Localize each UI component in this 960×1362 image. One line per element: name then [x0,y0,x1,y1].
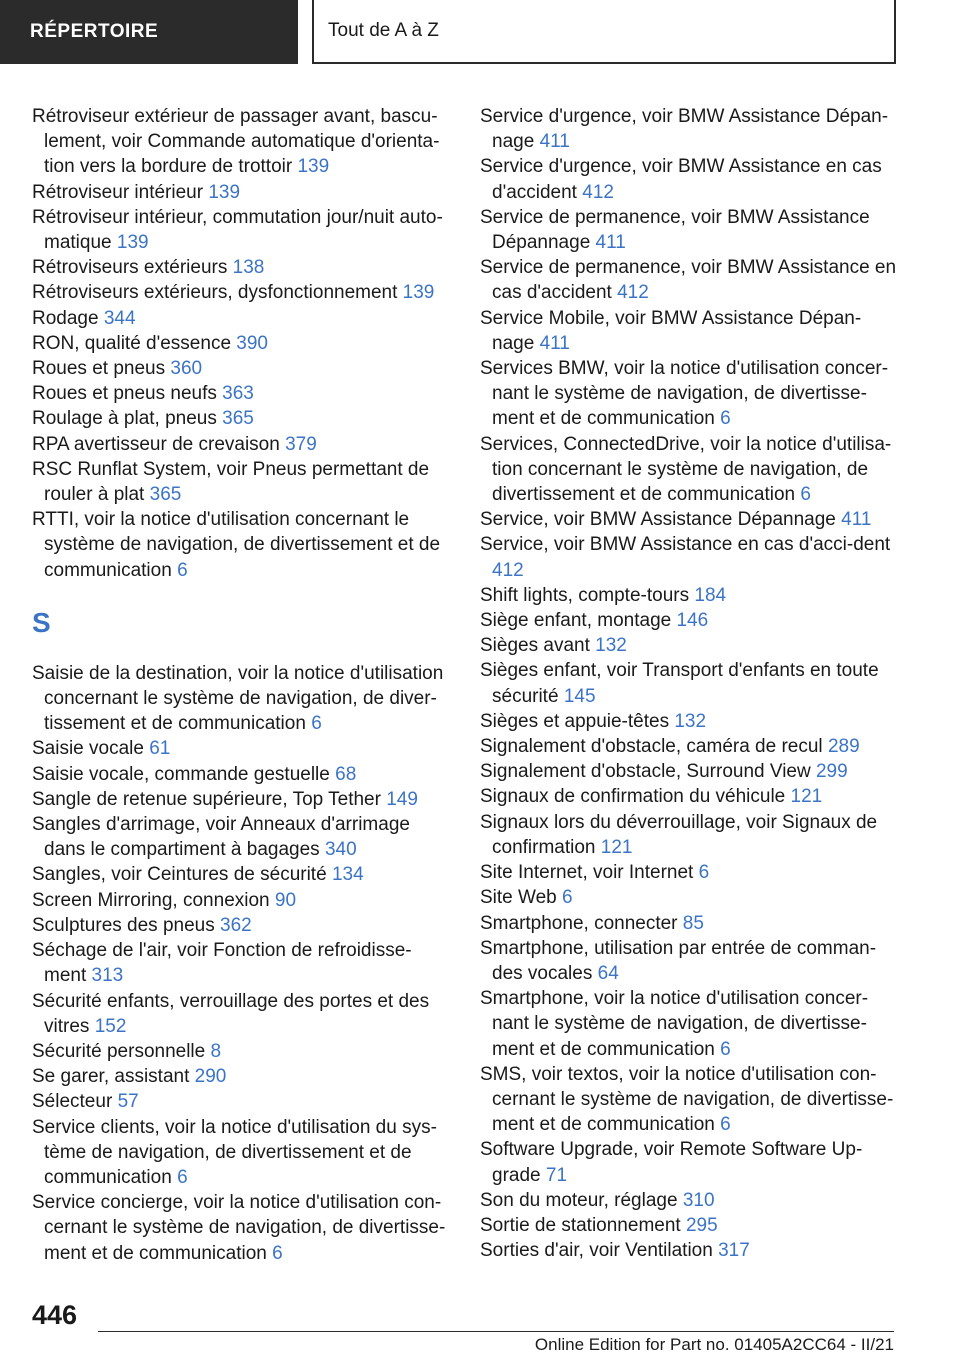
edition-note: Online Edition for Part no. 01405A2CC64 - II/21 [534,1335,894,1354]
page-reference-link[interactable]: 6 [562,887,573,909]
index-entry [32,736,446,761]
index-group-s [32,661,446,1266]
index-entry [32,507,446,583]
index-entry [480,911,900,936]
footer-divider [98,1331,894,1332]
index-entry [32,306,446,331]
page-reference-link[interactable]: 412 [492,559,524,581]
index-entry [32,762,446,787]
index-entry [32,862,446,887]
index-term: Sangle de retenue supérieure, Top Tether [32,788,381,810]
index-term: Sangles, voir Ceintures de sécurité [32,864,327,886]
index-term: Service de permanence, voir BMW Assistance Dépannage [480,206,870,254]
page-reference-link[interactable]: 184 [694,584,727,606]
index-term: RSC Runflat System, voir Pneus permettant de rouler à plat [32,458,430,506]
page-reference-link[interactable]: 85 [682,912,704,934]
index-entry [32,381,446,406]
index-entry [32,888,446,913]
page-reference-link[interactable]: 411 [595,232,626,254]
index-term: Siège enfant, montage [480,610,672,632]
index-term: Smartphone, connecter [480,912,678,934]
section-letter: S [32,606,51,638]
index-term: RTTI, voir la notice d'utilisation concernant le système de navigation, de divertissement et de communication [32,509,441,581]
index-entry [480,986,900,1062]
page-reference-link[interactable]: 295 [685,1214,718,1236]
page-reference-link[interactable]: 6 [720,1038,731,1060]
page-reference-link[interactable]: 71 [545,1164,568,1186]
index-term: Séchage de l'air, voir Fonction de refroidisse-ment [32,940,412,987]
index-term: Rodage [32,307,99,329]
page-reference-link[interactable]: 6 [177,559,188,581]
index-entry [480,885,900,910]
index-entry [480,759,900,784]
index-term: Service d'urgence, voir BMW Assistance Dépan-nage [480,106,889,153]
page-reference-link[interactable]: 290 [194,1066,227,1088]
index-term: Signalement d'obstacle, caméra de recul [480,736,823,758]
page-reference-link[interactable]: 8 [210,1040,222,1062]
index-entry [32,104,446,180]
index-term: Software Upgrade, voir Remote Software Up-grade [480,1139,863,1186]
index-term: Sécurité enfants, verrouillage des portes et des vitres [32,990,430,1037]
index-term: Sièges avant [480,635,590,657]
page-reference-link[interactable]: 412 [582,181,614,203]
page-reference-link[interactable]: 138 [232,257,265,279]
index-entry [32,280,446,305]
index-term: Saisie vocale, commande gestuelle [32,763,330,785]
index-term: Smartphone, utilisation par entrée de comman-des vocales [480,937,877,984]
index-entry [480,154,900,204]
page-reference-link[interactable]: 149 [386,788,418,810]
index-entry [480,432,900,508]
page-reference-link[interactable]: 313 [91,965,124,987]
index-entry [32,913,446,938]
index-term: SMS, voir textos, voir la notice d'utilisation con-cernant le système de navigation, de divertisse-ment et de communication [480,1063,894,1136]
index-term: Sièges enfant, voir Transport d'enfants en toute sécurité [480,660,879,707]
page-reference-link[interactable]: 317 [718,1240,750,1262]
index-term: Signaux de confirmation du véhicule [480,786,786,808]
page-number: 446 [32,1300,78,1330]
page-reference-link[interactable]: 289 [827,736,860,758]
index-entry [32,432,446,457]
index-term: Service d'urgence, voir BMW Assistance en cas d'accident [480,156,882,203]
index-entry [32,938,446,988]
index-term: Sélecteur [32,1091,113,1113]
index-entry [32,787,446,812]
index-entry [480,633,900,658]
index-term: RON, qualité d'essence [32,332,232,354]
page-reference-link[interactable]: 57 [117,1091,139,1113]
index-term: Roulage à plat, pneus [32,408,217,430]
index-term: Service Mobile, voir BMW Assistance Dépan-nage [480,307,862,354]
chapter-title: Tout de A à Z [312,0,896,64]
page-header [0,0,960,66]
index-term: Sécurité personnelle [32,1040,206,1062]
index-entry [480,306,900,356]
page-reference-link[interactable]: 411 [841,509,872,531]
index-term: Sièges et appuie-têtes [480,710,670,732]
index-term: Service concierge, voir la notice d'utilisation con-cernant le système de navigation, de divertisse-ment et de communication [32,1192,446,1264]
index-entry [480,860,900,885]
index-entry [480,583,900,608]
index-entry [480,784,900,809]
page-reference-link[interactable]: 362 [220,914,252,936]
page-reference-link[interactable]: 6 [720,1114,731,1136]
page-reference-link[interactable]: 390 [236,332,268,354]
index-entry [32,205,446,255]
index-term: Shift lights, compte-tours [480,584,690,606]
index-entry [32,1064,446,1089]
index-term: Rétroviseur intérieur [32,181,204,203]
index-entry [480,608,900,633]
index-entry [480,1137,900,1187]
page-reference-link[interactable]: 134 [331,864,364,886]
page-reference-link[interactable]: 121 [600,836,633,858]
index-term: Site Web [480,887,557,909]
index-column-left [32,104,446,1266]
index-term: Roues et pneus neufs [32,383,217,405]
page-reference-link[interactable]: 121 [790,786,823,808]
index-entry [480,1213,900,1238]
index-entry [32,356,446,381]
page-reference-link[interactable]: 6 [272,1242,283,1264]
index-term: Se garer, assistant [32,1066,190,1088]
index-entry [32,661,446,737]
index-entry [480,810,900,860]
index-term: Rétroviseurs extérieurs, dysfonctionnement [32,282,398,304]
page-reference-link[interactable]: 146 [676,610,709,632]
index-entry [32,989,446,1039]
page-reference-link[interactable]: 365 [222,408,254,430]
page-reference-link[interactable]: 68 [335,763,357,785]
index-term: Services BMW, voir la notice d'utilisation concer-nant le système de navigation, de divertisse-ment et de communication [480,358,889,430]
index-term: Son du moteur, réglage [480,1189,678,1211]
index-entry [32,812,446,862]
index-term: Service clients, voir la notice d'utilisation du sys-tème de navigation, de divertissement et de communication [32,1116,437,1188]
page-reference-link[interactable]: 411 [539,332,570,354]
index-term: Saisie de la destination, voir la notice d'utilisation concernant le système de navigation, de diver-tissement et de communication [32,662,444,735]
index-term: Rétroviseur extérieur de passager avant, bascu-lement, voir Commande automatique d'orienta-tion vers la bordure de trottoir [32,106,440,178]
page-reference-link[interactable]: 411 [539,131,570,153]
page-reference-link[interactable]: 299 [815,761,848,783]
page-reference-link[interactable]: 340 [324,839,357,861]
index-entry [480,936,900,986]
index-term: Services, ConnectedDrive, voir la notice d'utilisa-tion concernant le système de navigation, de divertissement et de communication [480,433,892,506]
index-entry [480,255,900,305]
index-entry [480,532,900,582]
index-term: Sculptures des pneus [32,914,215,936]
index-entry [480,1062,900,1138]
page-reference-link[interactable]: 61 [149,738,171,760]
index-term: Rétroviseur intérieur, commutation jour/nuit auto-matique [32,206,443,254]
index-term: Sorties d'air, voir Ventilation [480,1240,713,1262]
index-entry [32,255,446,280]
page-reference-link[interactable]: 6 [800,484,811,506]
index-term: Service, voir BMW Assistance Dépannage [480,509,836,531]
section-tab: RÉPERTOIRE [0,0,298,64]
index-entry [480,734,900,759]
index-term: Roues et pneus [32,358,166,380]
index-column-right [480,104,900,1263]
page-reference-link[interactable]: 379 [285,433,317,455]
index-entry [480,205,900,255]
index-entry [32,1039,446,1064]
index-entry [480,507,900,532]
page-reference-link[interactable]: 64 [597,962,619,984]
index-term: Signalement d'obstacle, Surround View [480,761,811,783]
page-reference-link[interactable]: 6 [177,1166,188,1188]
page-reference-link[interactable]: 139 [402,282,435,304]
page-reference-link[interactable]: 363 [222,383,254,405]
index-entry [32,1115,446,1191]
index-term: Rétroviseurs extérieurs [32,257,228,279]
index-entry [32,331,446,356]
index-entry [480,709,900,734]
index-entry [32,457,446,507]
page-reference-link[interactable]: 132 [595,635,627,657]
index-entry [32,406,446,431]
page-reference-link[interactable]: 360 [170,358,203,380]
index-term: RPA avertisseur de crevaison [32,433,280,455]
page-reference-link[interactable]: 139 [208,181,241,203]
page-reference-link[interactable]: 6 [311,713,322,735]
page-reference-link[interactable]: 310 [682,1189,715,1211]
page-reference-link[interactable]: 90 [274,889,297,911]
index-entry [480,104,900,154]
index-entry [480,1238,900,1263]
page-reference-link[interactable]: 145 [563,685,596,707]
index-term: Service de permanence, voir BMW Assistance en cas d'accident [480,257,897,304]
page-reference-link[interactable]: 152 [94,1015,127,1037]
index-entry [32,1190,446,1266]
page-reference-link[interactable]: 365 [149,484,182,506]
index-term: Signaux lors du déverrouillage, voir Signaux de confirmation [480,811,878,858]
page-reference-link[interactable]: 412 [617,282,649,304]
index-entry [32,1089,446,1114]
index-entry [480,658,900,708]
index-group-s-continued [480,104,900,1263]
index-term: Service, voir BMW Assistance en cas d'acci-dent [480,534,891,556]
index-term: Site Internet, voir Internet [480,862,694,884]
index-entry [480,1188,900,1213]
page-reference-link[interactable]: 6 [720,408,731,430]
index-entry [32,180,446,205]
page-reference-link[interactable]: 132 [674,710,707,732]
page-reference-link[interactable]: 139 [116,232,149,254]
index-term: Smartphone, voir la notice d'utilisation concer-nant le système de navigation, de divertisse-ment et de communication [480,988,869,1060]
index-entry [480,356,900,432]
index-term: Sangles d'arrimage, voir Anneaux d'arrimage dans le compartiment à bagages [32,814,410,861]
index-group-r [32,104,446,583]
index-term: Saisie vocale [32,738,144,760]
page-reference-link[interactable]: 344 [103,307,136,329]
index-term: Sortie de stationnement [480,1214,681,1236]
index-term: Screen Mirroring, connexion [32,889,270,911]
page-reference-link[interactable]: 6 [698,862,710,884]
page-reference-link[interactable]: 139 [297,156,330,178]
